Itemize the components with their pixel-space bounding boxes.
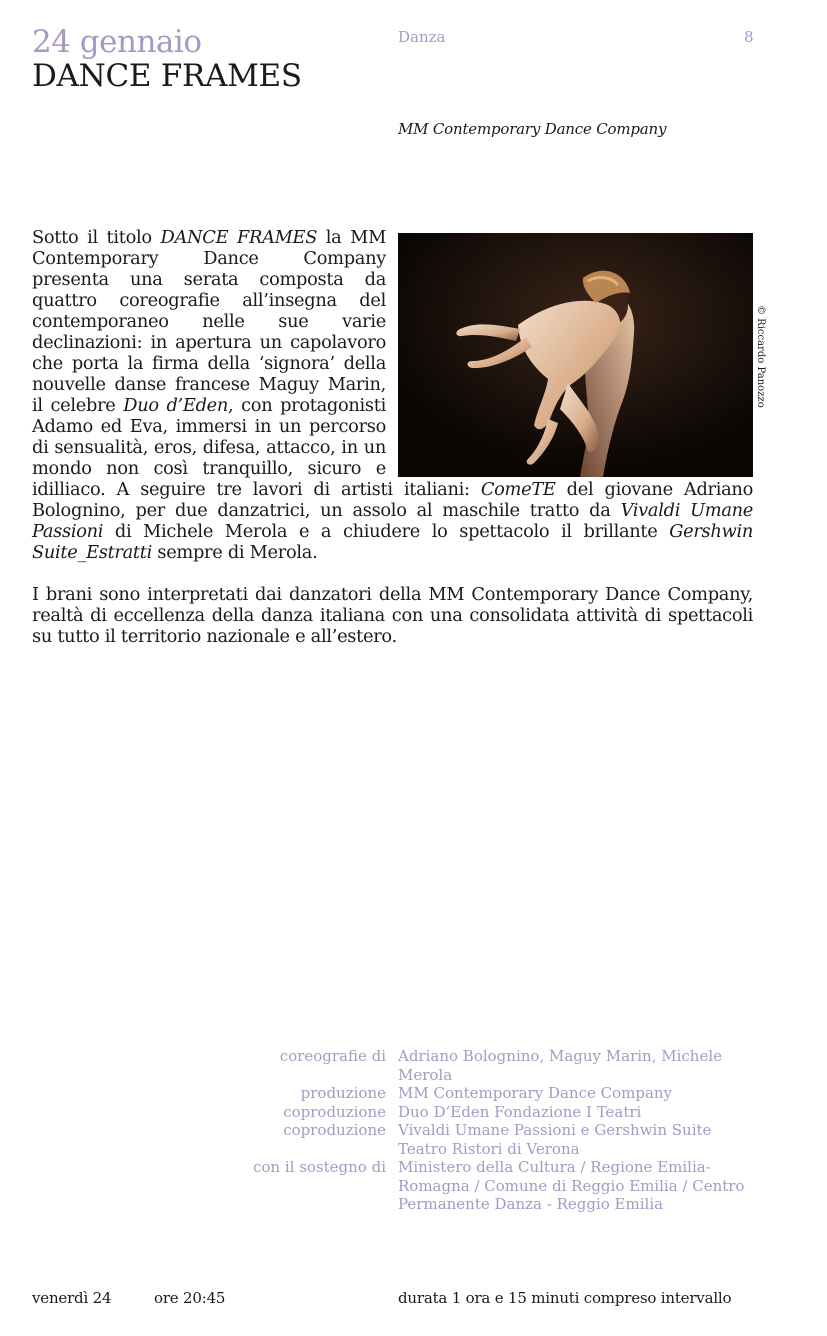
credit-value: Adriano Bolognino, Maguy Marin, Michele Merola bbox=[398, 1047, 723, 1084]
footer-time: ore 20:45 bbox=[154, 1289, 226, 1307]
photo-credit-text: © Riccardo Panozzo bbox=[755, 305, 766, 408]
credit-label: produzione bbox=[300, 1084, 386, 1102]
text-run: del giovane Adriano Bolognino, per due danzatrici, un assolo al maschile tratto da bbox=[32, 479, 753, 521]
text-run: di Michele Merola e a chiudere lo spettacolo il brillante bbox=[103, 521, 670, 542]
credit-label: coreografie di bbox=[279, 1047, 386, 1065]
credit-value: Ministero della Cultura / Regione Emilia-Romagna / Comune di Reggio Emilia / Centro Permanente Danza - Reggio Emilia bbox=[398, 1158, 745, 1213]
text-run: , con protagonisti Adamo ed Eva, immersi in un percorso di sensualità, eros, difesa, attacco, in un mondo non così tranquillo, sicuro e idilliaco. A seguire tre lavori di artisti italiani: bbox=[32, 395, 481, 500]
production-credits bbox=[0, 1047, 760, 1214]
company-name: MM Contemporary Dance Company bbox=[398, 120, 667, 138]
credit-value: MM Contemporary Dance Company bbox=[398, 1084, 673, 1102]
italic-title-run: Vivaldi Umane Passioni bbox=[32, 500, 753, 542]
event-title: DANCE FRAMES bbox=[32, 58, 302, 94]
event-date: 24 gennaio bbox=[32, 24, 202, 60]
article-body bbox=[32, 227, 753, 668]
section-label: Danza bbox=[398, 28, 446, 46]
credit-row bbox=[0, 1121, 760, 1158]
italic-title-run: ComeTE bbox=[480, 479, 556, 500]
paragraph-dancers: I brani sono interpretati dai danzatori della MM Contemporary Dance Company, realtà di eccellenza della danza italiana con una consolidata attività di spettacoli su tutto il territorio nazionale e all’estero. bbox=[32, 584, 753, 647]
text-run: la MM Contemporary Dance Company presenta una serata composta da quattro coreografie all’insegna del contemporaneo nelle sue varie declinazioni: in apertura un capolavoro che porta la firma della ‘signora’ della nouvelle danse francese Maguy Marin, il celebre bbox=[32, 227, 386, 416]
credit-label: con il sostegno di bbox=[252, 1158, 386, 1176]
italic-title-run: Gershwin Suite_Estratti bbox=[32, 521, 753, 563]
page-number: 8 bbox=[744, 28, 754, 46]
italic-title-run: DANCE FRAMES bbox=[160, 227, 318, 248]
credit-row bbox=[0, 1047, 760, 1084]
credit-label: coproduzione bbox=[283, 1121, 386, 1139]
credit-row bbox=[0, 1158, 760, 1214]
dancers-photo bbox=[398, 233, 753, 477]
credit-value: Vivaldi Umane Passioni e Gershwin Suite Teatro Ristori di Verona bbox=[398, 1121, 712, 1158]
footer-duration: durata 1 ora e 15 minuti compreso intervallo bbox=[398, 1289, 732, 1307]
dancers-illustration bbox=[398, 233, 753, 477]
credit-value: Duo D’Eden Fondazione I Teatri bbox=[398, 1102, 642, 1121]
credit-label: coproduzione bbox=[283, 1102, 386, 1121]
footer-day: venerdì 24 bbox=[32, 1289, 112, 1307]
text-run: sempre di Merola. bbox=[152, 542, 318, 563]
photo-credit bbox=[744, 305, 774, 408]
credit-row bbox=[0, 1084, 760, 1103]
credit-row bbox=[0, 1103, 760, 1122]
text-run: Sotto il titolo bbox=[32, 227, 161, 248]
italic-title-run: Duo d’Eden bbox=[123, 395, 229, 416]
